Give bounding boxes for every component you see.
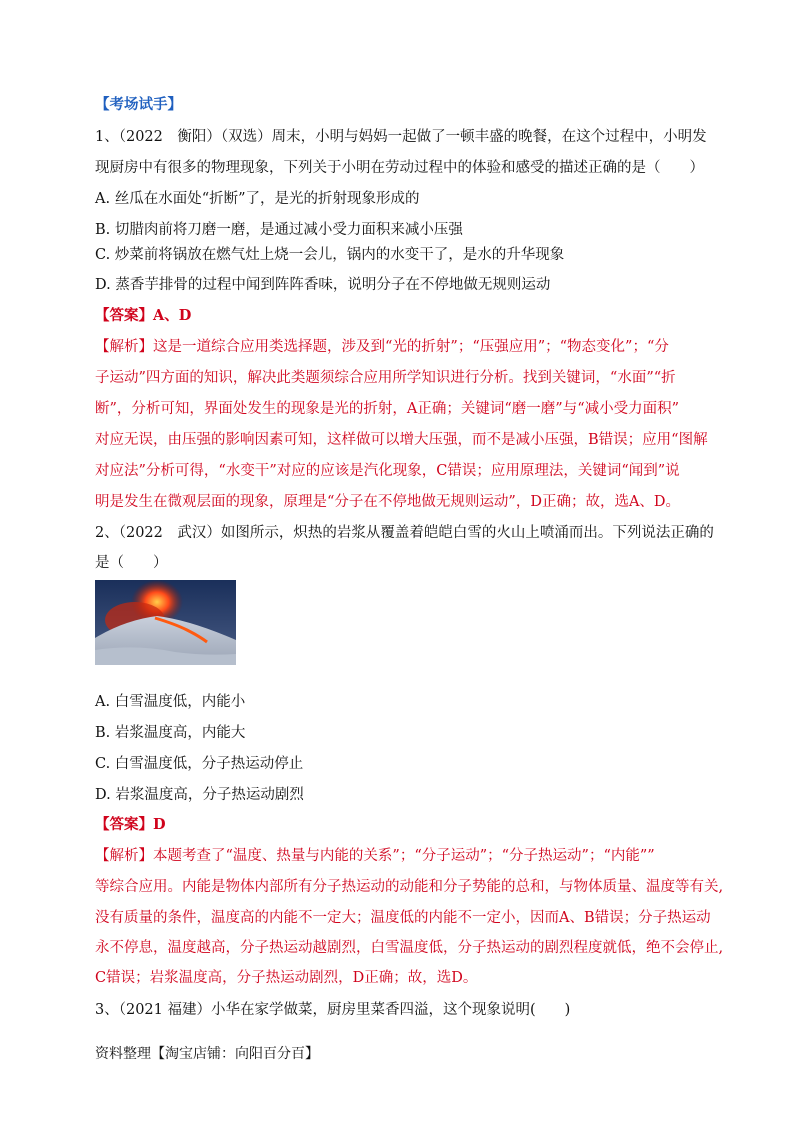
q2-answer: 【答案】D — [95, 816, 166, 833]
q1-analysis-line: 断”，分析可知，界面处发生的现象是光的折射，A正确；关键词“磨一磨”与“减小受力面积” — [95, 401, 680, 417]
q2-option-a: A. 白雪温度低，内能小 — [95, 694, 246, 710]
q2-option-c: C. 白雪温度低，分子热运动停止 — [95, 756, 304, 772]
q2-stem-line1: 2、（2022 武汉）如图所示，炽热的岩浆从覆盖着皑皑白雪的火山上喷涌而出。下列说法正确的 — [95, 525, 714, 541]
q2-analysis-line: C错误；岩浆温度高，分子热运动剧烈，D正确；故，选D。 — [95, 970, 478, 986]
q1-option-a: A. 丝瓜在水面处“折断”了，是光的折射现象形成的 — [95, 191, 420, 207]
q3-stem-line1: 3、（2021 福建）小华在家学做菜，厨房里菜香四溢，这个现象说明( ) — [95, 1002, 571, 1018]
q1-stem-line1: 1、（2022 衡阳）（双选）周末，小明与妈妈一起做了一顿丰盛的晚餐，在这个过程中，小明发 — [95, 129, 707, 145]
q1-analysis-line: 子运动”四方面的知识，解决此类题须综合应用所学知识进行分析。找到关键词，“水面”“折 — [95, 370, 676, 386]
q1-analysis-line: 明是发生在微观层面的现象，原理是“分子在不停地做无规则运动”，D正确；故，选A、D。 — [95, 494, 681, 510]
q2-analysis-line: 永不停息，温度越高，分子热运动越剧烈，白雪温度低，分子热运动的剧烈程度就低，绝不会停止, — [95, 940, 724, 956]
q2-option-b: B. 岩浆温度高，内能大 — [95, 725, 246, 741]
q1-stem-line2: 现厨房中有很多的物理现象，下列关于小明在劳动过程中的体验和感受的描述正确的是（ ） — [95, 160, 704, 176]
q1-analysis-line: 【解析】这是一道综合应用类选择题，涉及到“光的折射”；“压强应用”；“物态变化”；“分 — [95, 339, 669, 355]
q2-analysis-line: 【解析】本题考查了“温度、热量与内能的关系”；“分子运动”；“分子热运动”；“内能”” — [95, 848, 655, 864]
q1-analysis-line: 对应无误，由压强的影响因素可知，这样做可以增大压强，而不是减小压强，B错误；应用“图解 — [95, 432, 708, 448]
volcano-image — [95, 580, 236, 665]
q2-stem-line2: 是（ ） — [95, 555, 168, 571]
q1-option-d: D. 蒸香芋排骨的过程中闻到阵阵香味，说明分子在不停地做无规则运动 — [95, 277, 551, 293]
q2-option-d: D. 岩浆温度高，分子热运动剧烈 — [95, 787, 304, 803]
section-title: 【考场试手】 — [95, 96, 182, 113]
q1-analysis-line: 对应法”分析可得，“水变干”对应的应该是汽化现象，C错误；应用原理法，关键词“闻到”说 — [95, 463, 680, 479]
q2-analysis-line: 没有质量的条件，温度高的内能不一定大；温度低的内能不一定小，因而A、B错误；分子热运动 — [95, 910, 711, 926]
footer-note: 资料整理【淘宝店铺：向阳百分百】 — [95, 1046, 319, 1062]
q1-answer: 【答案】A、D — [95, 307, 192, 324]
q1-option-b: B. 切腊肉前将刀磨一磨，是通过减小受力面积来减小压强 — [95, 222, 463, 238]
q2-analysis-line: 等综合应用。内能是物体内部所有分子热运动的动能和分子势能的总和，与物体质量、温度等有关, — [95, 879, 724, 895]
q1-option-c: C. 炒菜前将锅放在燃气灶上烧一会儿，锅内的水变干了，是水的升华现象 — [95, 247, 565, 263]
